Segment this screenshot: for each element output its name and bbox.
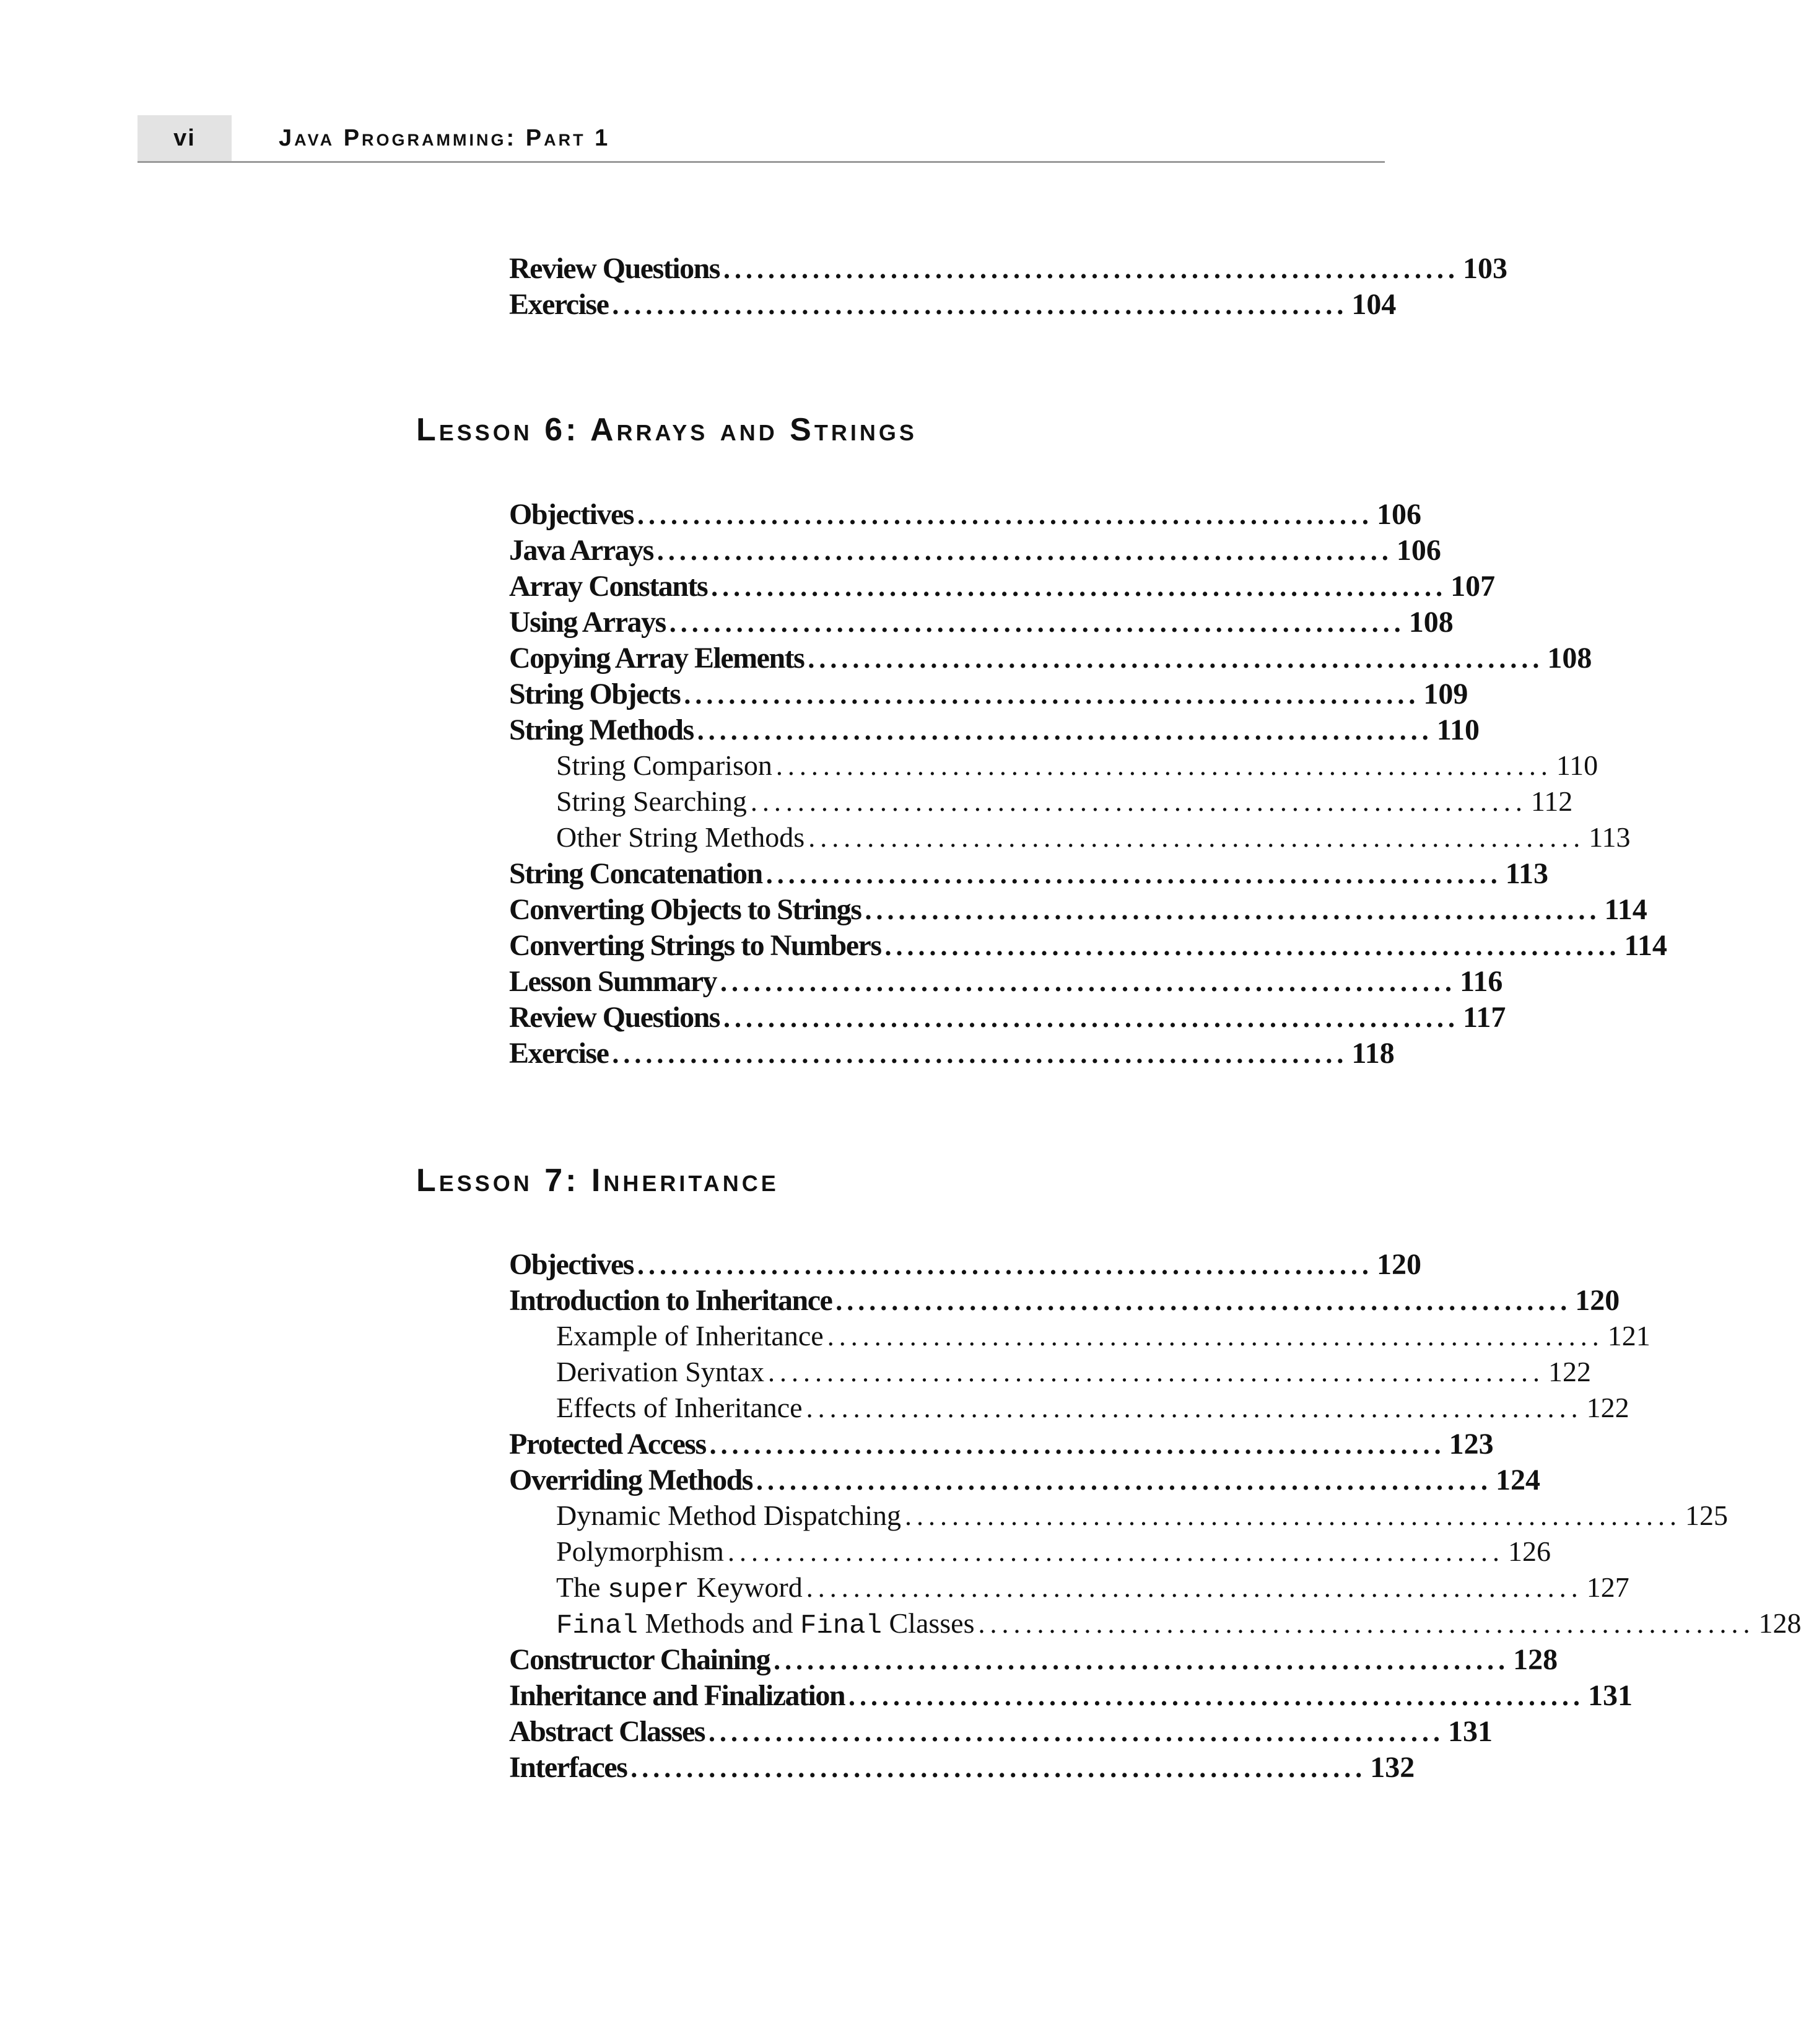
toc-entry[interactable]: Review Questions .................................................................. 117 [509, 1001, 1506, 1034]
running-title: Java Programming: Part 1 [279, 125, 611, 151]
toc-subentry[interactable]: Derivation Syntax .................................................................. 122 [556, 1356, 1591, 1387]
toc-entry[interactable]: Introduction to Inheritance .................................................................. 120 [509, 1284, 1620, 1317]
toc-entry[interactable]: String Methods .................................................................. 110 [509, 714, 1480, 746]
toc-subentry[interactable]: Example of Inheritance .................................................................. 121 [556, 1320, 1651, 1352]
toc-subentry[interactable]: Final Methods and Final Classes .................................................................. 128 [556, 1607, 1801, 1641]
toc-entry[interactable]: Review Questions .................................................................. 103 [509, 252, 1507, 285]
toc-subentry[interactable]: String Comparison .................................................................. 110 [556, 749, 1598, 781]
toc-entry[interactable]: Interfaces .................................................................. 132 [509, 1751, 1415, 1784]
toc-subentry[interactable]: Polymorphism .................................................................. 126 [556, 1535, 1551, 1567]
toc-subentry[interactable]: String Searching .................................................................. 112 [556, 785, 1573, 817]
toc-entry[interactable]: Protected Access .................................................................. 123 [509, 1428, 1494, 1461]
toc-subentry[interactable]: Other String Methods .................................................................. 113 [556, 821, 1631, 853]
page-header [137, 115, 1385, 163]
toc-subentry[interactable]: Effects of Inheritance .................................................................. 122 [556, 1392, 1629, 1423]
toc-entry[interactable]: String Concatenation .................................................................. 113 [509, 857, 1549, 890]
toc-entry[interactable]: Java Arrays .................................................................. 106 [509, 534, 1441, 567]
code-keyword: Final [800, 1610, 882, 1641]
lesson-6-heading: Lesson 6: Arrays and Strings [416, 412, 917, 448]
code-keyword: Final [556, 1610, 639, 1641]
toc-entry[interactable]: Converting Strings to Numbers .................................................................. 114 [509, 929, 1667, 962]
toc-subentry[interactable]: The super Keyword .................................................................. 127 [556, 1571, 1629, 1605]
toc-entry[interactable]: Copying Array Elements .................................................................. 108 [509, 642, 1592, 675]
page-number: vi [137, 115, 232, 161]
toc-entry[interactable]: Converting Objects to Strings .................................................................. 114 [509, 893, 1647, 926]
toc-entry[interactable]: Using Arrays .................................................................. 108 [509, 606, 1454, 639]
toc-entry[interactable]: Objectives .................................................................. 106 [509, 498, 1421, 531]
toc-entry[interactable]: Array Constants .................................................................. 107 [509, 570, 1496, 603]
toc-entry[interactable]: Objectives .................................................................. 120 [509, 1248, 1421, 1281]
toc-entry[interactable]: Abstract Classes .................................................................. 131 [509, 1715, 1493, 1748]
lesson-7-heading: Lesson 7: Inheritance [416, 1163, 779, 1199]
code-keyword: super [608, 1574, 690, 1605]
toc-entry[interactable]: Constructor Chaining .................................................................. 128 [509, 1643, 1558, 1676]
toc-subentry[interactable]: Dynamic Method Dispatching .................................................................. 125 [556, 1500, 1729, 1531]
toc-entry[interactable]: Lesson Summary .................................................................. 116 [509, 965, 1503, 998]
toc-entry[interactable]: Exercise .................................................................. 104 [509, 288, 1397, 321]
toc-entry[interactable]: Exercise .................................................................. 118 [509, 1037, 1395, 1070]
toc-entry[interactable]: Overriding Methods .................................................................. 124 [509, 1464, 1540, 1496]
toc-entry[interactable]: String Objects .................................................................. 109 [509, 678, 1468, 710]
toc-entry[interactable]: Inheritance and Finalization .................................................................. 131 [509, 1679, 1633, 1712]
